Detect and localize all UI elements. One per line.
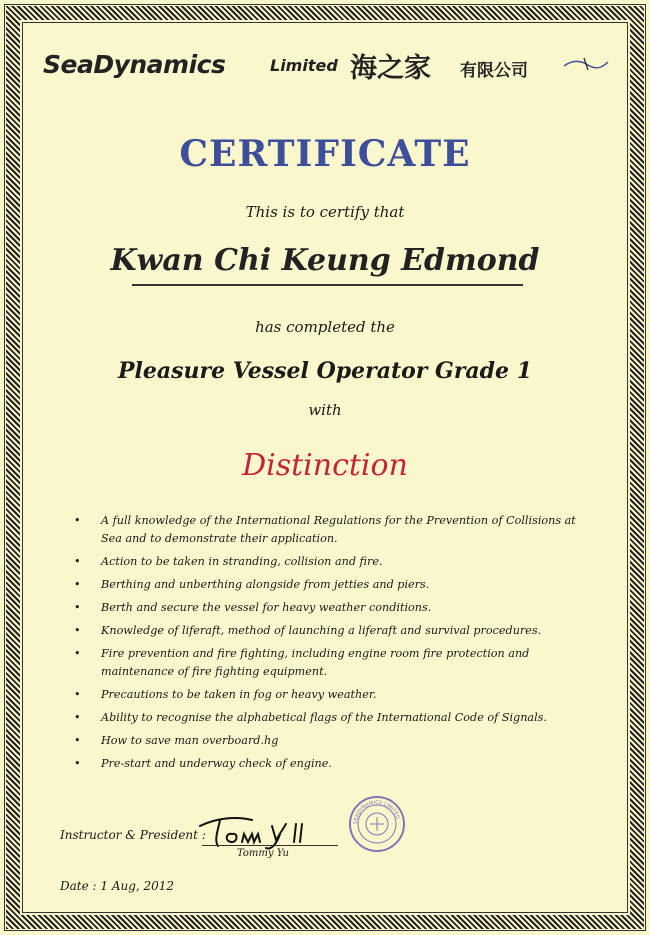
completed-text: has completed the	[255, 318, 395, 336]
bullet-icon: •	[74, 578, 81, 591]
list-item: • Berthing and unberthing alongside from jetties and piers.	[74, 576, 594, 594]
instructor-label: Instructor & President :	[60, 828, 206, 842]
signer-name: Tommy Yu	[237, 848, 289, 859]
brand-name: SeaDynamics	[43, 50, 226, 79]
brand-suffix: Limited	[270, 56, 338, 75]
list-item: • Berth and secure the vessel for heavy weather conditions.	[74, 599, 594, 617]
handwritten-signature	[196, 812, 326, 852]
bullet-icon: •	[74, 624, 81, 637]
bullet-icon: •	[74, 601, 81, 614]
course-name: Pleasure Vessel Operator Grade 1	[117, 358, 533, 384]
seal-text: SEADYNAMICS LIMITED	[352, 799, 401, 825]
bullet-icon: •	[74, 514, 81, 527]
bullet-icon: •	[74, 555, 81, 568]
list-item: • A full knowledge of the International Regulations for the Prevention of Collisions at Sea and to demonstrate their application.	[74, 514, 576, 545]
bullet-icon: •	[74, 757, 81, 770]
with-text: with	[308, 401, 342, 419]
company-seal-icon	[348, 795, 406, 853]
list-item: • How to save man overboard.hg	[74, 732, 594, 750]
bullet-icon: •	[74, 688, 81, 701]
list-item: • Fire prevention and fire fighting, including engine room fire protection and maintenance of fire fighting equipment.	[74, 647, 530, 678]
wave-logo-icon	[562, 56, 610, 72]
bullet-icon: •	[74, 711, 81, 724]
recipient-name: Kwan Chi Keung Edmond	[110, 243, 540, 278]
list-item: • Precautions to be taken in fog or heavy weather.	[74, 686, 594, 704]
company-header	[40, 44, 610, 84]
list-item: • Knowledge of liferaft, method of launching a liferaft and survival procedures.	[74, 622, 594, 640]
bullet-icon: •	[74, 647, 81, 660]
certificate-date: Date : 1 Aug, 2012	[60, 879, 175, 893]
name-underline	[132, 284, 523, 286]
brand-suffix-chinese: 有限公司	[460, 61, 528, 81]
brand-name-chinese: 海之家	[350, 53, 431, 84]
list-item: • Pre-start and underway check of engine.	[74, 755, 594, 773]
list-item: • Action to be taken in stranding, collision and fire.	[74, 553, 594, 571]
grade-distinction: Distinction	[242, 448, 408, 483]
list-item: • Ability to recognise the alphabetical flags of the International Code of Signals.	[74, 709, 594, 727]
certificate-title: CERTIFICATE	[179, 133, 471, 175]
competency-list	[74, 512, 594, 778]
certify-text: This is to certify that	[245, 203, 405, 221]
bullet-icon: •	[74, 734, 81, 747]
signature-line	[202, 845, 338, 846]
